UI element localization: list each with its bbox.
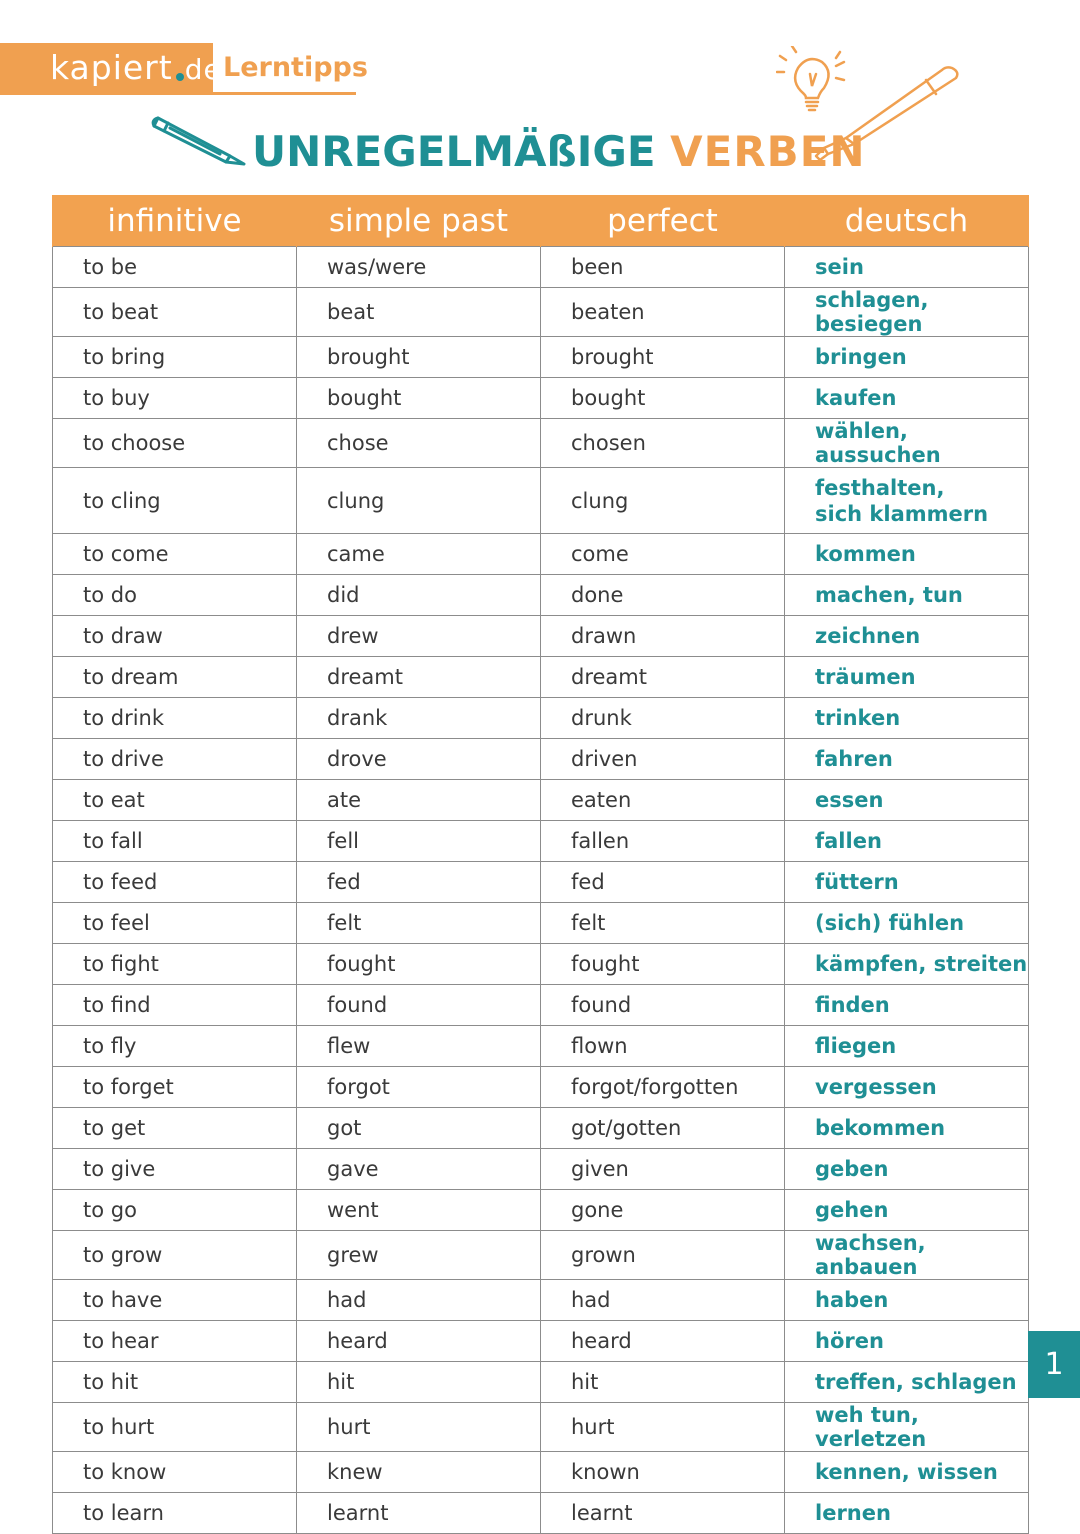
- simple-past-cell: did: [297, 575, 541, 616]
- simple-past-cell: was/were: [297, 247, 541, 288]
- table-row: [53, 616, 1029, 657]
- table-row: [53, 1493, 1029, 1534]
- perfect-cell: been: [541, 247, 785, 288]
- table-row: [53, 1190, 1029, 1231]
- simple-past-cell: chose: [297, 419, 541, 468]
- deutsch-cell: fallen: [785, 821, 1029, 862]
- perfect-cell: done: [541, 575, 785, 616]
- table-row: [53, 944, 1029, 985]
- infinitive-cell: to do: [53, 575, 297, 616]
- deutsch-cell: sein: [785, 247, 1029, 288]
- infinitive-cell: to learn: [53, 1493, 297, 1534]
- perfect-cell: had: [541, 1280, 785, 1321]
- infinitive-cell: to hurt: [53, 1403, 297, 1452]
- table-row: [53, 378, 1029, 419]
- table-row: [53, 1231, 1029, 1280]
- table-row: [53, 534, 1029, 575]
- table-row: [53, 1321, 1029, 1362]
- infinitive-cell: to eat: [53, 780, 297, 821]
- simple-past-cell: felt: [297, 903, 541, 944]
- simple-past-cell: fed: [297, 862, 541, 903]
- deutsch-cell: trinken: [785, 698, 1029, 739]
- table-row: [53, 1026, 1029, 1067]
- infinitive-cell: to grow: [53, 1231, 297, 1280]
- infinitive-cell: to drink: [53, 698, 297, 739]
- deutsch-cell: festhalten, sich klammern: [785, 468, 1029, 534]
- pencil-icon: [150, 112, 250, 170]
- perfect-cell: fallen: [541, 821, 785, 862]
- infinitive-cell: to drive: [53, 739, 297, 780]
- table-row: [53, 821, 1029, 862]
- infinitive-cell: to have: [53, 1280, 297, 1321]
- title-part-1: UNREGELMÄßIGE: [252, 127, 656, 176]
- infinitive-cell: to find: [53, 985, 297, 1026]
- deutsch-cell: machen, tun: [785, 575, 1029, 616]
- perfect-cell: drunk: [541, 698, 785, 739]
- deutsch-cell: treffen, schlagen: [785, 1362, 1029, 1403]
- perfect-cell: clung: [541, 468, 785, 534]
- deutsch-cell: schlagen, besiegen: [785, 288, 1029, 337]
- perfect-cell: heard: [541, 1321, 785, 1362]
- simple-past-cell: fell: [297, 821, 541, 862]
- infinitive-cell: to hit: [53, 1362, 297, 1403]
- simple-past-cell: gave: [297, 1149, 541, 1190]
- simple-past-cell: clung: [297, 468, 541, 534]
- infinitive-cell: to give: [53, 1149, 297, 1190]
- header-simple-past: simple past: [297, 195, 541, 247]
- table-row: [53, 419, 1029, 468]
- deutsch-cell: (sich) fühlen: [785, 903, 1029, 944]
- perfect-cell: beaten: [541, 288, 785, 337]
- simple-past-cell: found: [297, 985, 541, 1026]
- infinitive-cell: to choose: [53, 419, 297, 468]
- deutsch-cell: geben: [785, 1149, 1029, 1190]
- simple-past-cell: learnt: [297, 1493, 541, 1534]
- section-underline: [213, 92, 356, 95]
- deutsch-cell: bekommen: [785, 1108, 1029, 1149]
- irregular-verbs-table: [52, 195, 1029, 1534]
- title-part-2: VERBEN: [670, 127, 866, 176]
- infinitive-cell: to bring: [53, 337, 297, 378]
- perfect-cell: eaten: [541, 780, 785, 821]
- table-row: [53, 1067, 1029, 1108]
- kapiert-logo[interactable]: [50, 46, 222, 90]
- deutsch-cell: wachsen, anbauen: [785, 1231, 1029, 1280]
- table-row: [53, 468, 1029, 534]
- infinitive-cell: to cling: [53, 468, 297, 534]
- infinitive-cell: to know: [53, 1452, 297, 1493]
- infinitive-cell: to fly: [53, 1026, 297, 1067]
- perfect-cell: grown: [541, 1231, 785, 1280]
- deutsch-cell: bringen: [785, 337, 1029, 378]
- deutsch-cell: kennen, wissen: [785, 1452, 1029, 1493]
- perfect-cell: forgot/forgotten: [541, 1067, 785, 1108]
- infinitive-cell: to go: [53, 1190, 297, 1231]
- perfect-cell: brought: [541, 337, 785, 378]
- section-label: Lerntipps: [223, 52, 368, 83]
- simple-past-cell: heard: [297, 1321, 541, 1362]
- perfect-cell: known: [541, 1452, 785, 1493]
- logo-tld: de: [184, 53, 222, 86]
- table-row: [53, 1362, 1029, 1403]
- table-row: [53, 337, 1029, 378]
- table-row: [53, 1452, 1029, 1493]
- perfect-cell: bought: [541, 378, 785, 419]
- simple-past-cell: drew: [297, 616, 541, 657]
- perfect-cell: got/gotten: [541, 1108, 785, 1149]
- deutsch-cell: essen: [785, 780, 1029, 821]
- simple-past-cell: grew: [297, 1231, 541, 1280]
- simple-past-cell: brought: [297, 337, 541, 378]
- infinitive-cell: to dream: [53, 657, 297, 698]
- deutsch-cell: füttern: [785, 862, 1029, 903]
- table-row: [53, 1280, 1029, 1321]
- table-row: [53, 985, 1029, 1026]
- table-header-row: [53, 195, 1029, 247]
- table-row: [53, 862, 1029, 903]
- table-row: [53, 903, 1029, 944]
- table-row: [53, 698, 1029, 739]
- deutsch-cell: hören: [785, 1321, 1029, 1362]
- table-row: [53, 575, 1029, 616]
- simple-past-cell: beat: [297, 288, 541, 337]
- infinitive-cell: to fight: [53, 944, 297, 985]
- perfect-cell: dreamt: [541, 657, 785, 698]
- perfect-cell: come: [541, 534, 785, 575]
- header-deutsch: deutsch: [785, 195, 1029, 247]
- deutsch-cell: kaufen: [785, 378, 1029, 419]
- logo-dot: [176, 73, 184, 81]
- deutsch-cell: kommen: [785, 534, 1029, 575]
- deutsch-cell: fahren: [785, 739, 1029, 780]
- simple-past-cell: hit: [297, 1362, 541, 1403]
- table-row: [53, 657, 1029, 698]
- deutsch-cell: zeichnen: [785, 616, 1029, 657]
- simple-past-cell: hurt: [297, 1403, 541, 1452]
- perfect-cell: learnt: [541, 1493, 785, 1534]
- logo-name: kapiert: [50, 48, 173, 87]
- deutsch-cell: vergessen: [785, 1067, 1029, 1108]
- deutsch-cell: lernen: [785, 1493, 1029, 1534]
- simple-past-cell: ate: [297, 780, 541, 821]
- table-row: [53, 288, 1029, 337]
- deutsch-cell: finden: [785, 985, 1029, 1026]
- simple-past-cell: knew: [297, 1452, 541, 1493]
- deutsch-cell: gehen: [785, 1190, 1029, 1231]
- table-row: [53, 739, 1029, 780]
- infinitive-cell: to fall: [53, 821, 297, 862]
- simple-past-cell: went: [297, 1190, 541, 1231]
- infinitive-cell: to forget: [53, 1067, 297, 1108]
- simple-past-cell: forgot: [297, 1067, 541, 1108]
- perfect-cell: felt: [541, 903, 785, 944]
- perfect-cell: hurt: [541, 1403, 785, 1452]
- deutsch-cell: fliegen: [785, 1026, 1029, 1067]
- infinitive-cell: to draw: [53, 616, 297, 657]
- perfect-cell: gone: [541, 1190, 785, 1231]
- perfect-cell: chosen: [541, 419, 785, 468]
- simple-past-cell: flew: [297, 1026, 541, 1067]
- infinitive-cell: to feel: [53, 903, 297, 944]
- simple-past-cell: bought: [297, 378, 541, 419]
- deutsch-cell: träumen: [785, 657, 1029, 698]
- page-number: 1: [1028, 1331, 1080, 1398]
- simple-past-cell: got: [297, 1108, 541, 1149]
- header-perfect: perfect: [541, 195, 785, 247]
- simple-past-cell: dreamt: [297, 657, 541, 698]
- simple-past-cell: drove: [297, 739, 541, 780]
- table-row: [53, 780, 1029, 821]
- perfect-cell: found: [541, 985, 785, 1026]
- infinitive-cell: to come: [53, 534, 297, 575]
- perfect-cell: drawn: [541, 616, 785, 657]
- table-row: [53, 1149, 1029, 1190]
- simple-past-cell: came: [297, 534, 541, 575]
- table-row: [53, 1108, 1029, 1149]
- infinitive-cell: to beat: [53, 288, 297, 337]
- deutsch-cell: haben: [785, 1280, 1029, 1321]
- deutsch-cell: weh tun, verletzen: [785, 1403, 1029, 1452]
- perfect-cell: flown: [541, 1026, 785, 1067]
- page-title: [252, 124, 866, 180]
- perfect-cell: hit: [541, 1362, 785, 1403]
- simple-past-cell: fought: [297, 944, 541, 985]
- perfect-cell: fought: [541, 944, 785, 985]
- simple-past-cell: drank: [297, 698, 541, 739]
- perfect-cell: driven: [541, 739, 785, 780]
- infinitive-cell: to feed: [53, 862, 297, 903]
- infinitive-cell: to hear: [53, 1321, 297, 1362]
- deutsch-cell: wählen, aussuchen: [785, 419, 1029, 468]
- header-infinitive: infinitive: [53, 195, 297, 247]
- pen-icon: [806, 60, 966, 164]
- table-row: [53, 247, 1029, 288]
- perfect-cell: fed: [541, 862, 785, 903]
- table-row: [53, 1403, 1029, 1452]
- infinitive-cell: to get: [53, 1108, 297, 1149]
- simple-past-cell: had: [297, 1280, 541, 1321]
- infinitive-cell: to buy: [53, 378, 297, 419]
- deutsch-cell: kämpfen, streiten: [785, 944, 1029, 985]
- infinitive-cell: to be: [53, 247, 297, 288]
- perfect-cell: given: [541, 1149, 785, 1190]
